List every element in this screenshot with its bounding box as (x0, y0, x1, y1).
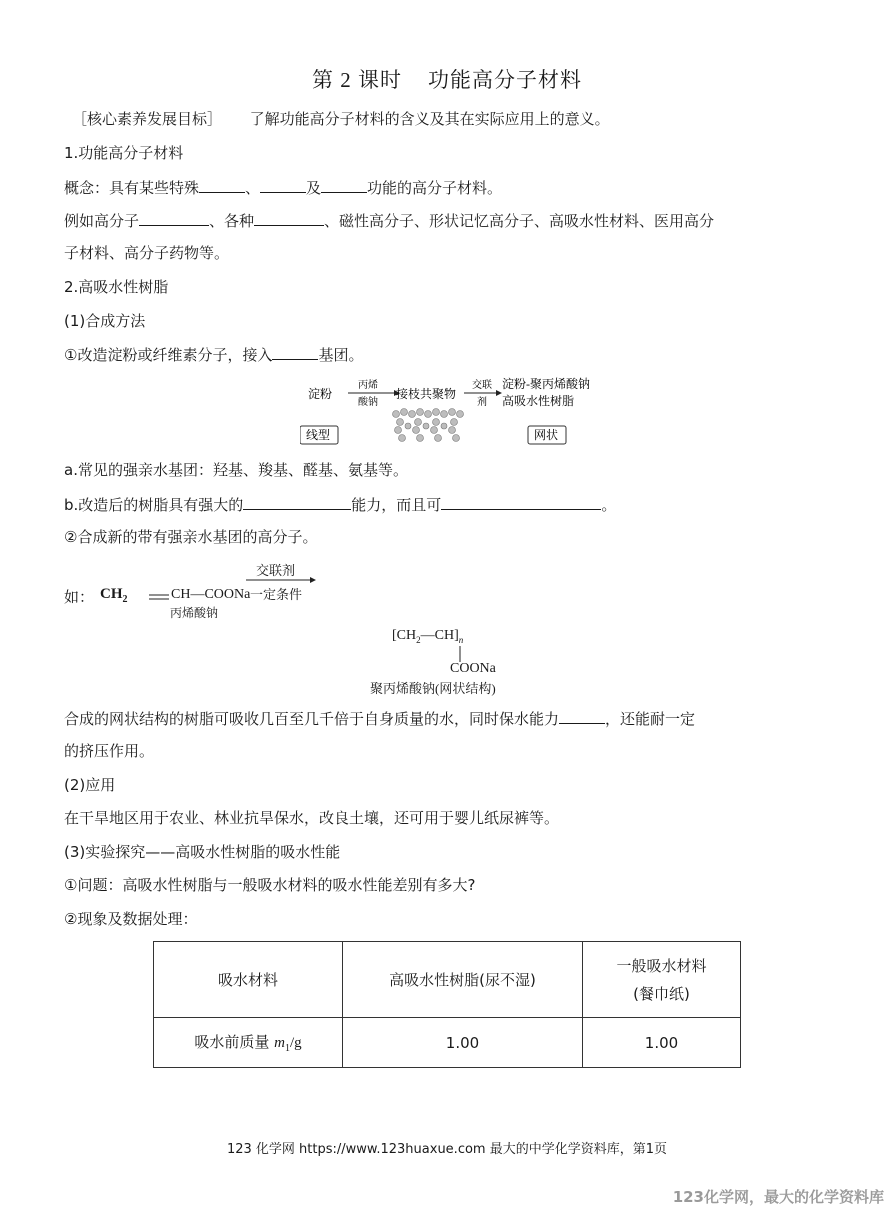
blank (559, 707, 605, 724)
example-line-cont: 子材料、高分子药物等。 (64, 244, 230, 262)
blank (441, 493, 601, 510)
reaction-arrow (246, 576, 316, 584)
graft-label: 接枝共聚物 (396, 387, 457, 401)
blank (321, 176, 367, 193)
page-footer: 123 化学网 https://www.123huaxue.com 最大的中学化学资料库，第1页 (226, 1142, 667, 1157)
polymer-sub: 2 (416, 634, 421, 645)
blank (199, 176, 245, 193)
row-label-mass-before (154, 1018, 343, 1068)
hydrophilic-groups-line: a.常见的强亲水基团：羟基、羧基、醛基、氨基等。 (64, 461, 408, 479)
mass-symbol: m (274, 1035, 285, 1051)
lesson-topic: 功能高分子材料 (428, 68, 582, 92)
paper-mass-before: 1.00 (583, 1018, 741, 1068)
linear-label: 线型 (306, 428, 331, 442)
table-header-row (154, 942, 741, 1018)
paper-header-line2: (餐巾纸) (633, 984, 690, 1003)
mass-sub: 1 (284, 1043, 290, 1054)
arrow2-top-label: 交联 (472, 380, 492, 391)
phenomenon-line: ②现象及数据处理： (64, 910, 198, 928)
blank (254, 209, 324, 226)
polymer-group: COONa (450, 661, 496, 676)
ch2-text: CH (100, 586, 123, 602)
polymer-chain (392, 628, 463, 645)
resin-mass-before: 1.00 (343, 1018, 583, 1068)
arrow2-bottom-label: 剂 (477, 397, 487, 408)
ability-text-end: 。 (601, 496, 617, 514)
method1-text-end: 基团。 (318, 346, 364, 364)
absorption-table (153, 941, 741, 1068)
blank (272, 343, 318, 360)
result-line-cont: 的挤压作用。 (64, 742, 155, 760)
result-text: 合成的网状结构的树脂可吸收几百至几千倍于自身质量的水，同时保水能力 (64, 710, 560, 728)
table-header-material: 吸水材料 (154, 942, 343, 1018)
application-text: 在干旱地区用于农业、林业抗旱保水，改良土壤，还可用于婴儿纸尿裤等。 (64, 809, 560, 827)
example-text: 、磁性高分子、形状记忆高分子、高吸水性材料、医用高分 (324, 212, 715, 230)
concept-text-end: 功能的高分子材料。 (367, 179, 503, 197)
polymer-branch-bond (458, 646, 462, 662)
polymer-bead-cluster (393, 409, 464, 442)
starch-label: 淀粉 (308, 387, 333, 401)
network-label: 网状 (534, 428, 559, 442)
arrow1-bottom-label: 酸钠 (358, 397, 378, 408)
section1-heading: 1.功能高分子材料 (64, 144, 184, 162)
result-line (64, 707, 854, 730)
example-text: 例如高分子 (64, 212, 140, 230)
application-heading: (2)应用 (64, 776, 116, 794)
acrylate-name: 丙烯酸钠 (170, 606, 219, 620)
method1-line (64, 343, 854, 366)
lesson-number: 第 2 课时 (312, 68, 402, 92)
condition-top: 交联剂 (256, 563, 296, 578)
table-header-resin: 高吸水性树脂(尿不湿) (343, 942, 583, 1018)
ability-text: b.改造后的树脂具有强大的 (64, 496, 244, 514)
method1-text: ①改造淀粉或纤维素分子，接入 (64, 346, 273, 364)
blank (243, 493, 351, 510)
polymer-left: [CH (392, 628, 417, 643)
blank (260, 176, 306, 193)
page-title (0, 64, 894, 94)
goal-text: 了解功能高分子材料的含义及其在实际应用上的意义。 (249, 110, 610, 128)
condition-bottom: 一定条件 (250, 587, 303, 602)
example-text: 、各种 (209, 212, 255, 230)
double-bond (148, 592, 170, 602)
blank (139, 209, 209, 226)
mass-label: 吸水前质量 (194, 1033, 275, 1051)
experiment-heading: (3)实验探究——高吸水性树脂的吸水性能 (64, 843, 341, 861)
polymer-product (362, 628, 562, 696)
table-row (154, 1018, 741, 1068)
reaction-equation (64, 558, 484, 618)
concept-line (64, 176, 854, 199)
site-watermark: 123化学网，最大的化学资料库 (672, 1188, 884, 1206)
method2-line: ②合成新的带有强亲水基团的高分子。 (64, 528, 318, 546)
ch2-sub: 2 (122, 594, 128, 605)
ch2-formula (100, 586, 128, 605)
polymer-mid: —CH] (420, 628, 459, 643)
polymer-n: n (458, 634, 464, 645)
result-text: ，还能耐一定 (605, 710, 696, 728)
core-goal (72, 108, 854, 130)
arrow1-top-label: 丙烯 (358, 380, 378, 391)
ability-text: 能力，而且可 (351, 496, 442, 514)
concept-sep: 、 (245, 179, 261, 197)
synthesis-heading: (1)合成方法 (64, 312, 146, 330)
table-header-paper (583, 942, 741, 1018)
product-label-1: 淀粉-聚丙烯酸钠 (502, 377, 590, 391)
question-line: ①问题：高吸水性树脂与一般吸水材料的吸水性能差别有多大? (64, 876, 476, 894)
paper-header-line1: 一般吸水材料 (616, 956, 707, 975)
concept-sep: 及 (306, 179, 322, 197)
acrylate-group: CH—COONa (171, 587, 251, 602)
reaction-prefix: 如： (64, 588, 95, 606)
starch-graft-diagram (300, 374, 620, 450)
product-label-2: 高吸水性树脂 (502, 394, 575, 408)
resin-ability-line (64, 493, 854, 516)
section2-heading: 2.高吸水性树脂 (64, 278, 169, 296)
concept-text: 概念：具有某些特殊 (64, 179, 200, 197)
polymer-name: 聚丙烯酸钠(网状结构) (370, 681, 496, 696)
goal-tag: ［核心素养发展目标］ (72, 110, 223, 128)
mass-unit: /g (289, 1035, 302, 1051)
example-line (64, 209, 854, 232)
